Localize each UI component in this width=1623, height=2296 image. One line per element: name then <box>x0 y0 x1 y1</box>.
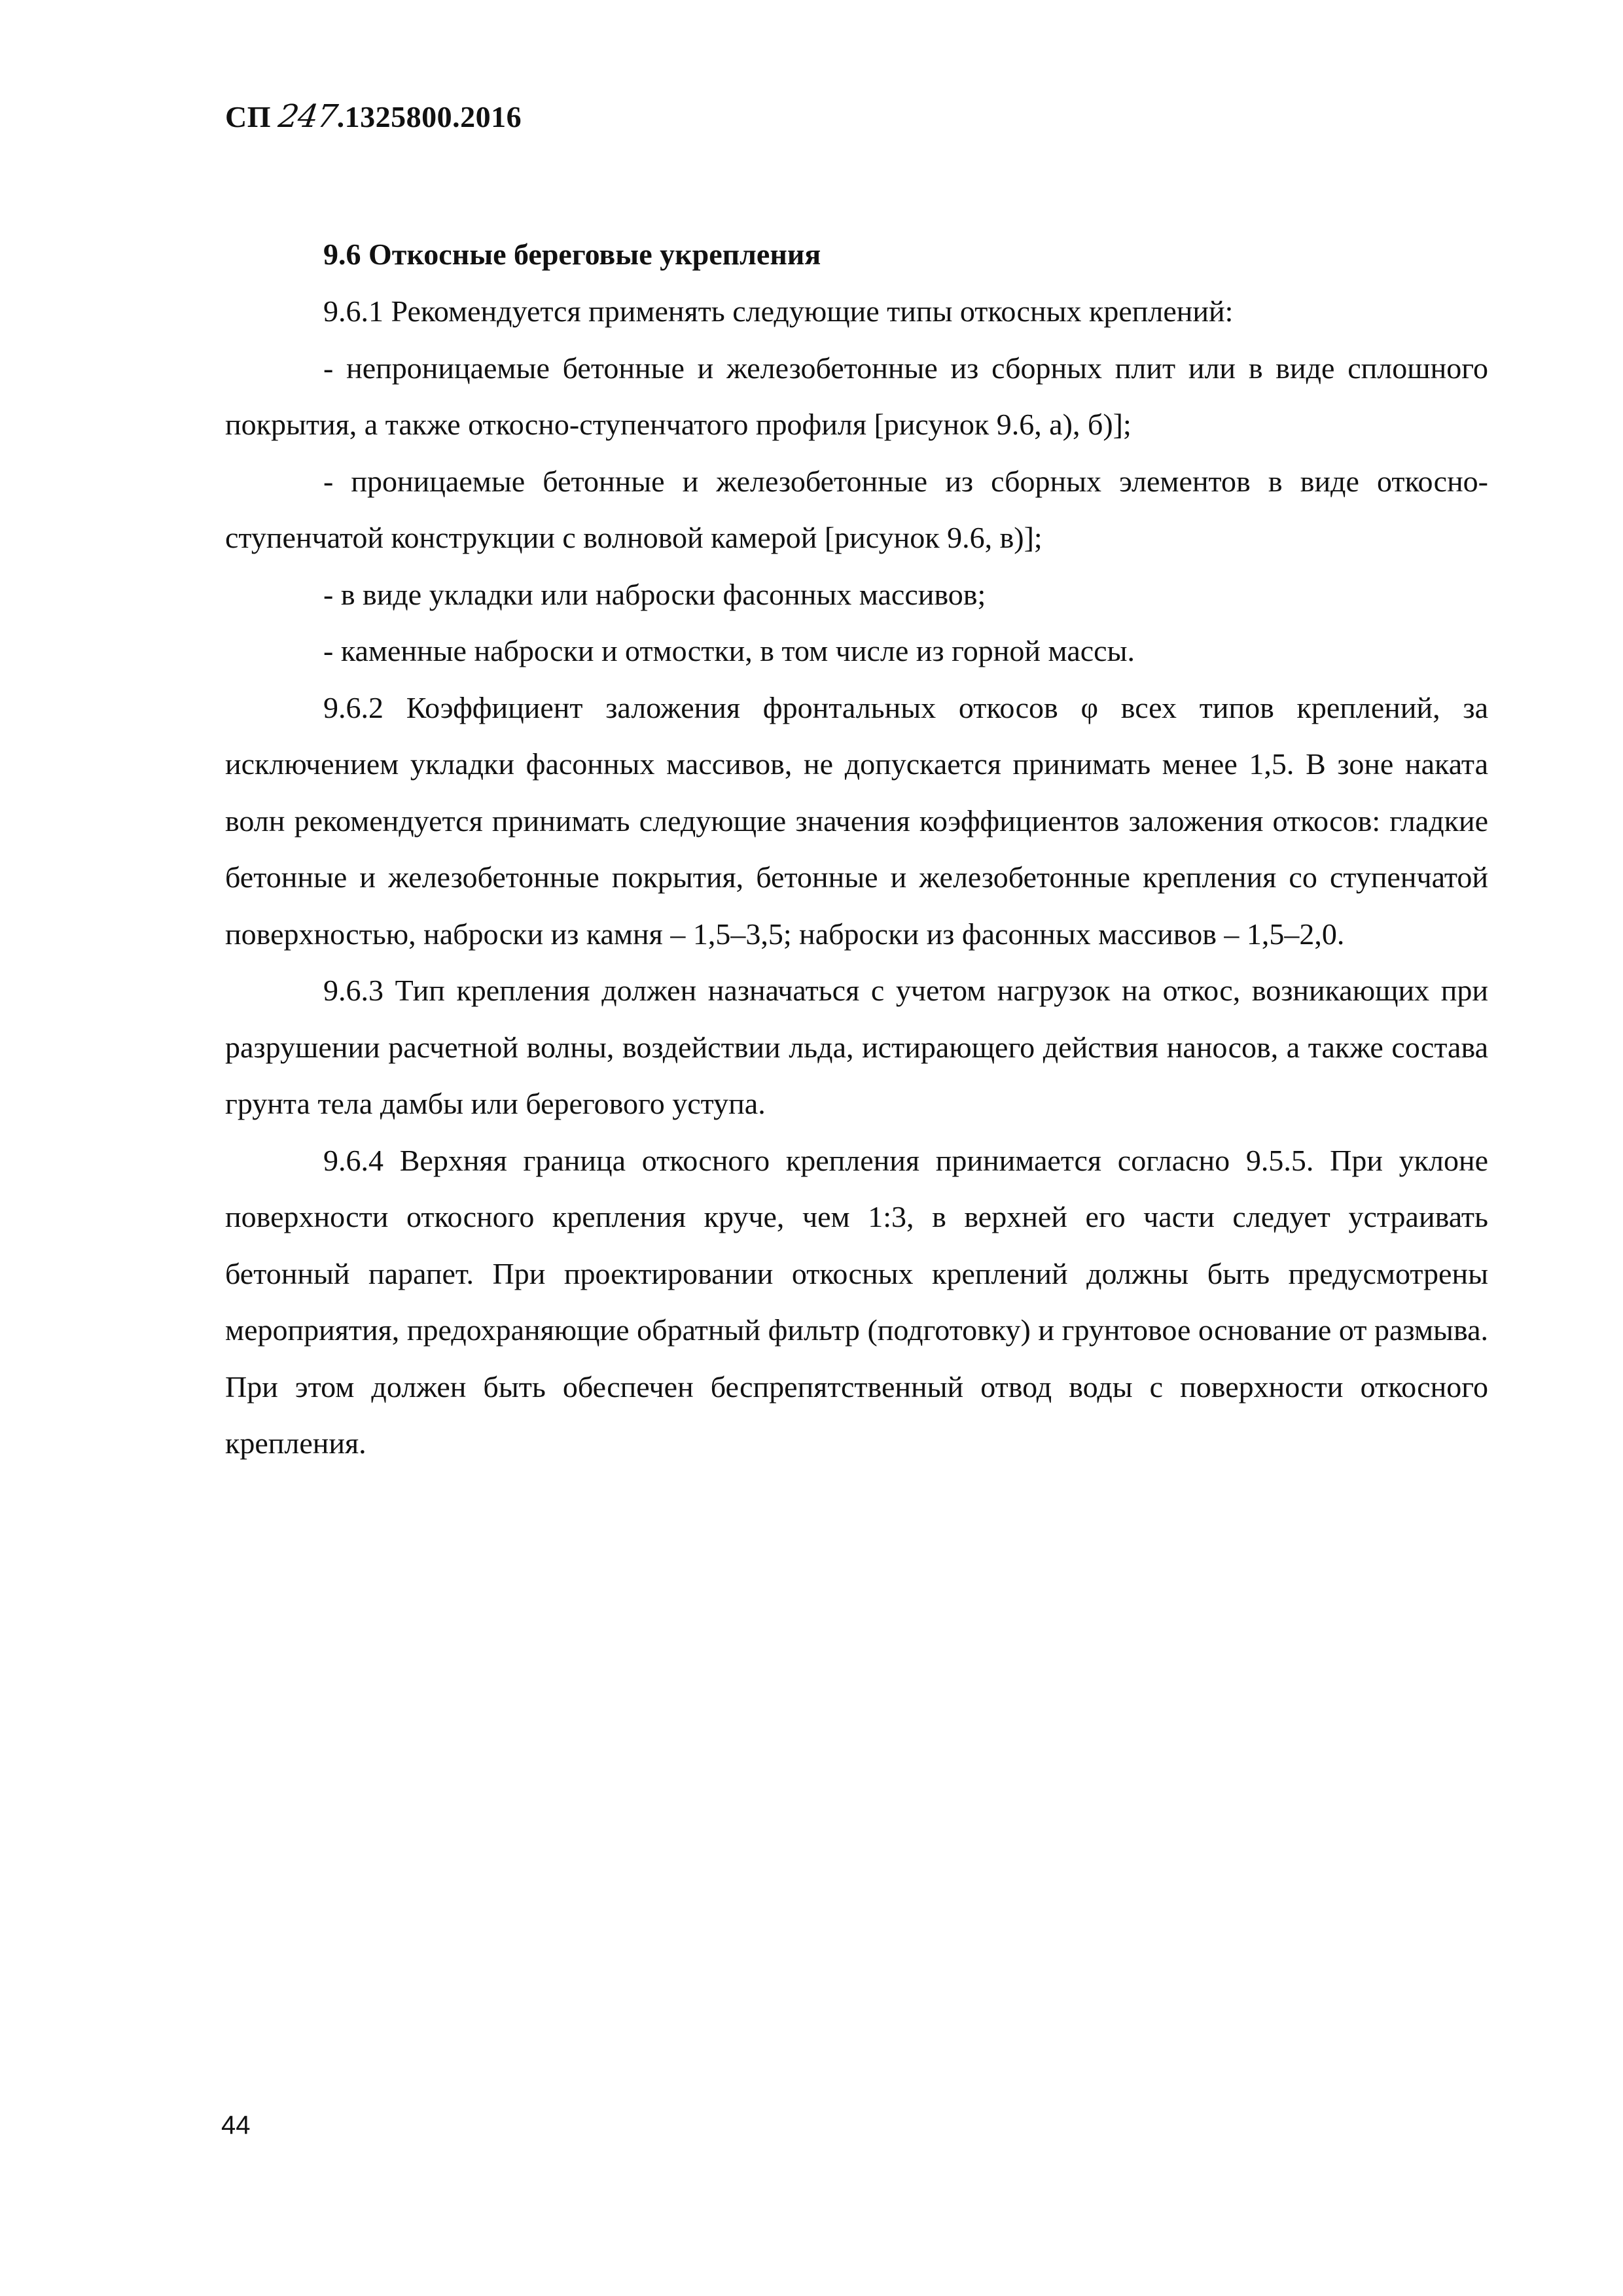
paragraph-9-6-3: 9.6.3 Тип крепления должен назначаться с учетом нагрузок на откос, возникающих при разрушении расчетной волны, воздействии льда, истирающего действия наносов, а также состава грунта тела дамбы или берегового уступа. <box>225 974 1488 1120</box>
list-item-impermeable: - непроницаемые бетонные и железобетонные из сборных плит или в виде сплошного покрытия, а также откосно-ступенчатого профиля [рисунок 9.6, а), б)]; <box>225 351 1488 441</box>
paragraph-9-6-1: 9.6.1 Рекомендуется применять следующие типы откосных креплений: <box>323 294 1234 328</box>
section-title: 9.6 Откосные береговые укрепления <box>323 238 821 271</box>
list-item-shaped-blocks: - в виде укладки или наброски фасонных массивов; <box>323 577 986 611</box>
paragraph-9-6-4: 9.6.4 Верхняя граница откосного крепления принимается согласно 9.5.5. При уклоне поверхности откосного крепления круче, чем 1:3, в верхней его части следует устраивать бетонный парапет. При проектировании откосных креплений должны быть предусмотрены мероприятия, предохраняющие обратный фильтр (подготовку) и грунтовое основание от размыва. При этом должен быть обеспечен беспрепятственный отвод воды с поверхности откосного крепления. <box>225 1143 1488 1460</box>
list-item-stone-fill: - каменные наброски и отмостки, в том числе из горной массы. <box>323 634 1135 667</box>
document-code-suffix: .1325800.2016 <box>336 100 522 133</box>
page-number: 44 <box>221 2111 251 2140</box>
list-item-permeable: - проницаемые бетонные и железобетонные из сборных элементов в виде откосно-ступенчатой конструкции с волновой камерой [рисунок 9.6, в)]; <box>225 464 1488 554</box>
document-code-header <box>225 98 522 135</box>
document-code-prefix: СП <box>225 100 271 133</box>
handwritten-document-number: 247 <box>276 98 340 135</box>
paragraph-9-6-2: 9.6.2 Коэффициент заложения фронтальных откосов φ всех типов креплений, за исключением укладки фасонных массивов, не допускается принимать менее 1,5. В зоне наката волн рекомендуется принимать следующие значения коэффициентов заложения откосов: гладкие бетонные и железобетонные покрытия, бетонные и железобетонные крепления со ступенчатой поверхностью, наброски из камня – 1,5–3,5; наброски из фасонных массивов – 1,5–2,0. <box>225 690 1488 951</box>
document-body <box>225 226 1488 1472</box>
